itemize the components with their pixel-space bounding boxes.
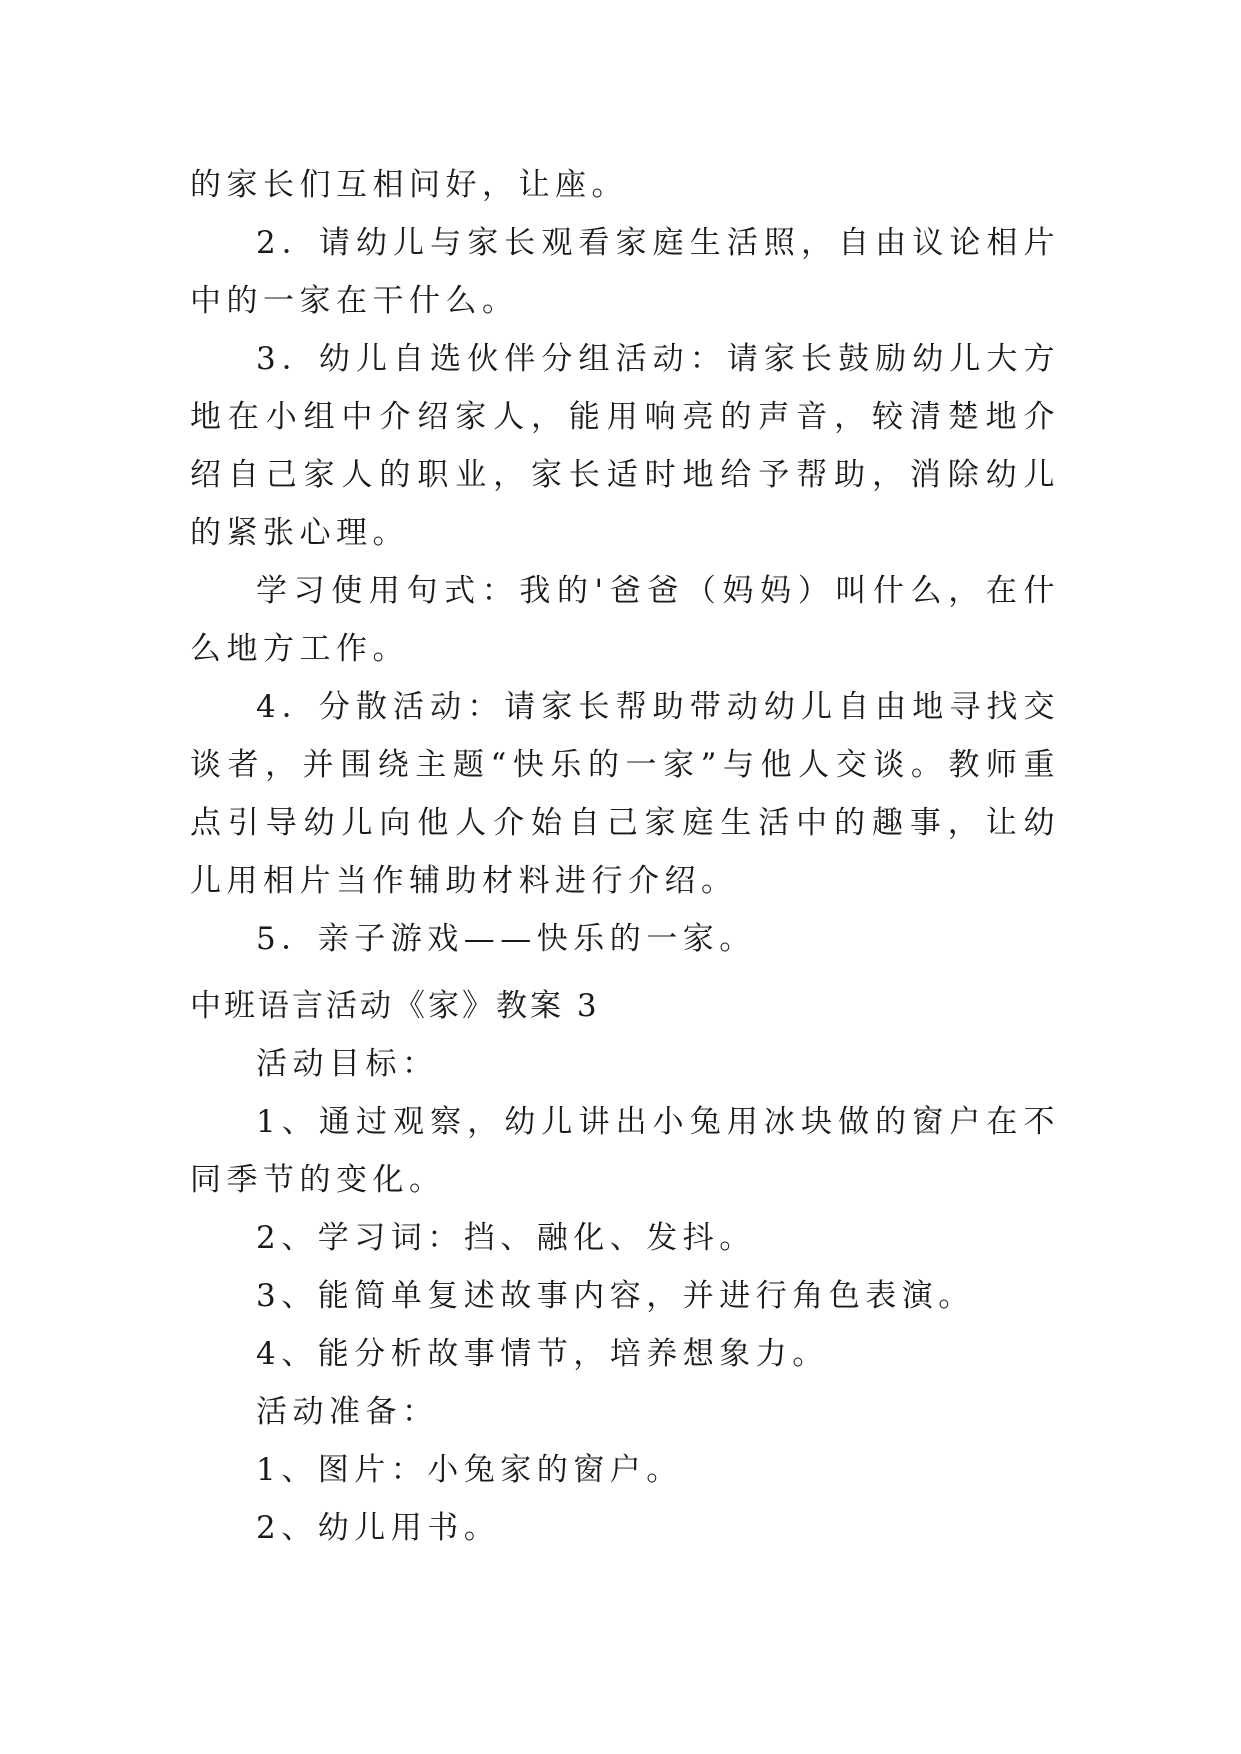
- goal-item-2: 2、学习词：挡、融化、发抖。: [256, 1220, 756, 1256]
- goal-item-1: 1、通过观察，幼儿讲出小兔用冰块做的窗户在不同季节的变化。: [190, 1104, 1060, 1198]
- lesson-title: 中班语言活动《家》教案 3: [190, 988, 600, 1024]
- heading-activity-preparation: 活动准备：: [256, 1394, 439, 1430]
- preparation-item-1: 1、图片：小兔家的窗户。: [256, 1452, 683, 1488]
- paragraph-step-4: 4．分散活动：请家长帮助带动幼儿自由地寻找交谈者，并围绕主题“快乐的一家”与他人交谈。教师重点引导幼儿向他人介始自己家庭生活中的趣事，让幼儿用相片当作辅助材料进行介绍。: [190, 689, 1060, 899]
- preparation-item-2: 2、幼儿用书。: [256, 1510, 501, 1546]
- section-lesson-plan-3: [190, 977, 1060, 1557]
- heading-activity-goals: 活动目标：: [256, 1046, 439, 1082]
- goal-item-3: 3、能简单复述故事内容，并进行角色表演。: [256, 1278, 975, 1314]
- section-lesson-continuation: [190, 156, 1060, 968]
- goal-item-4: 4、能分析故事情节，培养想象力。: [256, 1336, 829, 1372]
- paragraph-greeting: 的家长们互相问好，让座。: [190, 167, 628, 203]
- paragraph-step-3: 3．幼儿自选伙伴分组活动：请家长鼓励幼儿大方地在小组中介绍家人，能用响亮的声音，较清楚地介绍自己家人的职业，家长适时地给予帮助，消除幼儿的紧张心理。: [190, 341, 1060, 551]
- paragraph-step-2: 2．请幼儿与家长观看家庭生活照，自由议论相片中的一家在干什么。: [190, 225, 1060, 319]
- paragraph-step-5: 5．亲子游戏——快乐的一家。: [256, 921, 756, 957]
- paragraph-sentence-pattern: 学习使用句式：我的'爸爸（妈妈）叫什么，在什么地方工作。: [190, 573, 1060, 667]
